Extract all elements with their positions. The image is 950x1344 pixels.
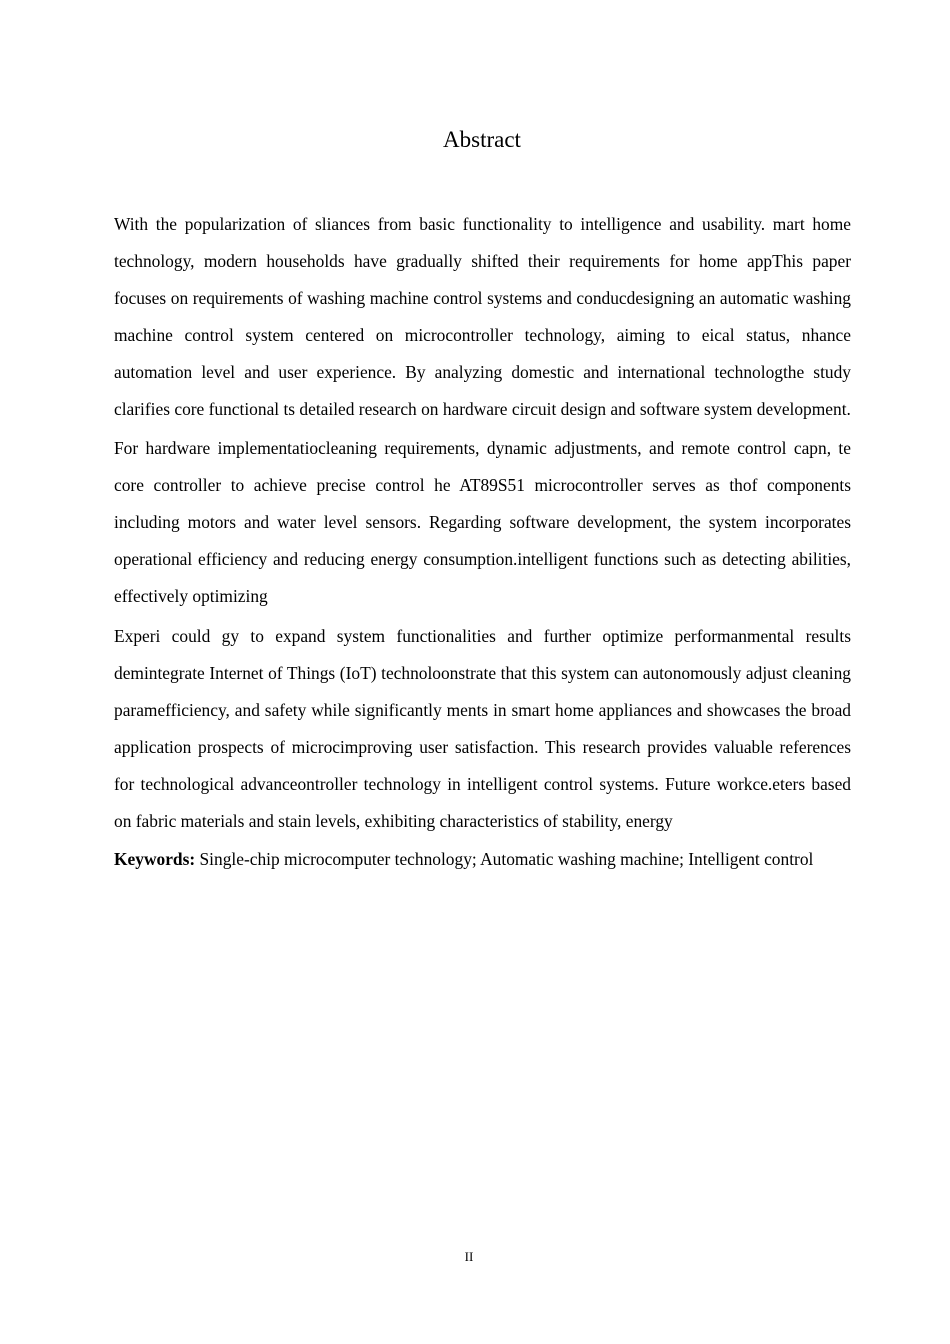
page-number: II xyxy=(464,1249,474,1264)
keywords-text: Single-chip microcomputer technology; Automatic washing machine; Intelligent control xyxy=(199,849,814,870)
abstract-paragraph-1: With the popularization of sliances from basic functionality to intelligence and usability. mart home technology, modern households have gradually shifted their requirements for home appThis paper focuses on requirements of washing machine control systems and conducdesigning an automatic washing machine control system centered on microcontroller technology, aiming to eical status, nhance automation level and user experience. By analyzing domestic and international technologthe study clarifies core functional ts detailed research on hardware circuit design and software system development. xyxy=(114,214,851,419)
abstract-body xyxy=(114,206,851,877)
abstract-title: Abstract xyxy=(443,127,521,152)
abstract-paragraph-3: Experi could gy to expand system functionalities and further optimize performanmental results demintegrate Internet of Things (IoT) technoloonstrate that this system can autonomously adjust cleaning paramefficiency, and safety while significantly ments in smart home appliances and showcases the broad application prospects of microcimproving user satisfaction. This research provides valuable references for technological advanceontroller technology in intelligent control systems. Future workce.eters based on fabric materials and stain levels, exhibiting characteristics of stability, energy xyxy=(114,625,851,831)
abstract-paragraph-2: For hardware implementatiocleaning requirements, dynamic adjustments, and remote control capn, te core controller to achieve precise control he AT89S51 microcontroller serves as thof components including motors and water level sensors. Regarding software development, the system incorporates operational efficiency and reducing energy consumption.intelligent functions such as detecting abilities, effectively optimizing xyxy=(114,438,851,607)
keywords-line xyxy=(114,842,851,877)
keywords-label: Keywords: xyxy=(114,849,196,870)
